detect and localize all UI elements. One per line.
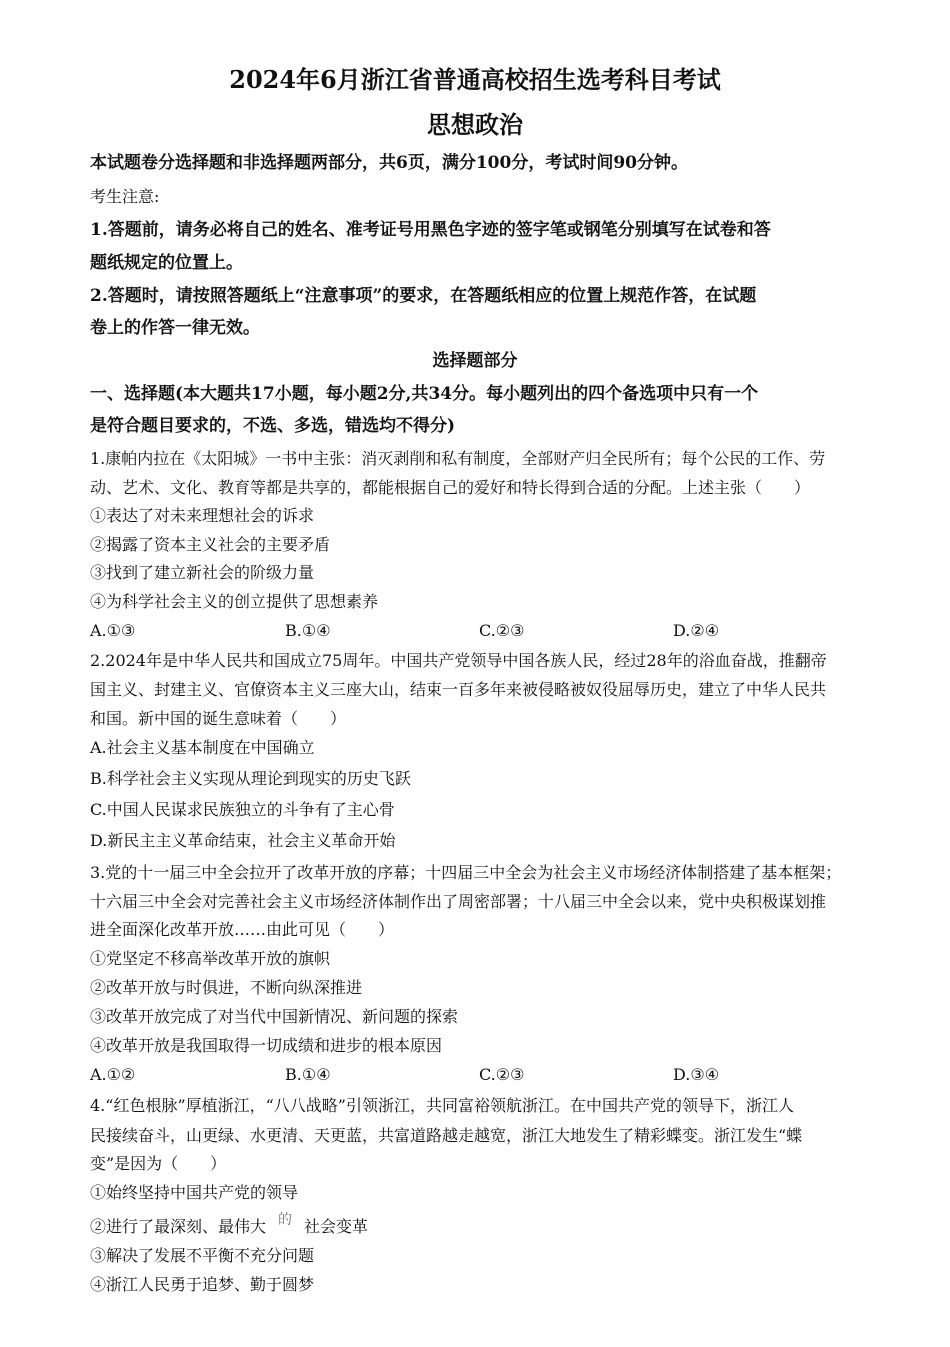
notice-2-line-2: 卷上的作答一律无效。	[90, 318, 260, 338]
q1-option-a: A.①③	[90, 621, 136, 640]
notice-2-line-1: 2.答题时，请按照答题纸上“注意事项”的要求，在答题纸相应的位置上规范作答，在试题	[90, 286, 757, 306]
notice-1-line-1: 1.答题前，请务必将自己的姓名、准考证号用黑色字迹的签字笔或钢笔分别填写在试卷和答	[90, 220, 771, 240]
q3-statement: ③改革开放完成了对当代中国新情况、新问题的探索	[90, 1007, 459, 1026]
q1-statement: ①表达了对未来理想社会的诉求	[90, 506, 315, 525]
notice-label: 考生注意:	[90, 187, 160, 206]
q3-option-b: B.①④	[285, 1065, 331, 1084]
q4-statement: ①始终坚持中国共产党的领导	[90, 1183, 299, 1202]
q3-statement: ②改革开放与时俱进，不断向纵深推进	[90, 978, 363, 997]
section-title: 选择题部分	[432, 351, 518, 371]
q1-stem-line: 动、艺术、文化、教育等都是共享的，都能根据自己的爱好和特长得到合适的分配。上述主张（ ）	[90, 478, 811, 497]
q2-stem-line: 2.2024年是中华人民共和国成立75周年。中国共产党领导中国各族人民，经过28年的浴血奋战，推翻帝	[90, 651, 827, 670]
exam-title: 2024年6月浙江省普通高校招生选考科目考试	[229, 65, 721, 94]
q4-statement-part: 的	[278, 1212, 293, 1228]
q3-stem-line: 3.党的十一届三中全会拉开了改革开放的序幕；十四届三中全会为社会主义市场经济体制搭建了基本框架；	[90, 863, 842, 882]
part1-heading-line-2: 是符合题目要求的，不选、多选，错选均不得分)	[90, 416, 456, 436]
subject-title: 思想政治	[427, 110, 523, 139]
q1-option-b: B.①④	[285, 621, 331, 640]
q1-option-c: C.②③	[479, 621, 525, 640]
q3-statement: ④改革开放是我国取得一切成绩和进步的根本原因	[90, 1036, 443, 1055]
q4-statement-part: 社会变革	[304, 1217, 369, 1236]
q3-stem-line: 十六届三中全会对完善社会主义市场经济体制作出了周密部署；十八届三中全会以来，党中央积极谋划推	[90, 892, 827, 911]
q2-option-a: A.社会主义基本制度在中国确立	[90, 738, 315, 757]
part1-heading-line-1: 一、选择题(本大题共17小题，每小题2分,共34分。每小题列出的四个备选项中只有一个	[90, 384, 759, 404]
q4-statement: ③解决了发展不平衡不充分问题	[90, 1246, 315, 1265]
q1-stem-line: 1.康帕内拉在《太阳城》一书中主张：消灭剥削和私有制度，全部财产归全民所有；每个公民的工作、劳	[90, 449, 826, 468]
q2-option-d: D.新民主主义革命结束，社会主义革命开始	[90, 831, 396, 850]
q2-option-c: C.中国人民谋求民族独立的斗争有了主心骨	[90, 800, 395, 819]
q2-option-b: B.科学社会主义实现从理论到现实的历史飞跃	[90, 769, 411, 788]
q3-option-d: D.③④	[673, 1065, 720, 1084]
q4-statement: ④浙江人民勇于追梦、勤于圆梦	[90, 1275, 315, 1294]
q3-option-c: C.②③	[479, 1065, 525, 1084]
q3-stem-line: 进全面深化改革开放……由此可见（ ）	[90, 920, 395, 939]
q1-statement: ②揭露了资本主义社会的主要矛盾	[90, 535, 331, 554]
q3-option-a: A.①②	[90, 1065, 136, 1084]
q4-stem-line: 变”是因为（ ）	[90, 1154, 227, 1173]
q2-stem-line: 和国。新中国的诞生意味着（ ）	[90, 709, 347, 728]
notice-1-line-2: 题纸规定的位置上。	[90, 253, 243, 273]
q3-statement: ①党坚定不移高举改革开放的旗帜	[90, 949, 331, 968]
q4-stem-line: 4.“红色根脉”厚植浙江，“八八战略”引领浙江，共同富裕领航浙江。在中国共产党的领导下，浙江人	[90, 1096, 794, 1115]
q1-option-d: D.②④	[673, 621, 720, 640]
intro: 本试题卷分选择题和非选择题两部分，共6页，满分100分，考试时间90分钟。	[90, 153, 688, 173]
q4-statement	[90, 1212, 369, 1239]
q1-statement: ④为科学社会主义的创立提供了思想素养	[90, 592, 379, 611]
q1-statement: ③找到了建立新社会的阶级力量	[90, 563, 315, 582]
q2-stem-line: 国主义、封建主义、官僚资本主义三座大山，结束一百多年来被侵略被奴役屈辱历史，建立了中华人民共	[90, 680, 827, 699]
q4-stem-line: 民接续奋斗，山更绿、水更清、天更蓝，共富道路越走越宽，浙江大地发生了精彩蝶变。浙江发生“蝶	[90, 1126, 803, 1145]
q4-statement-part: ②进行了最深刻、最伟大	[90, 1217, 267, 1236]
